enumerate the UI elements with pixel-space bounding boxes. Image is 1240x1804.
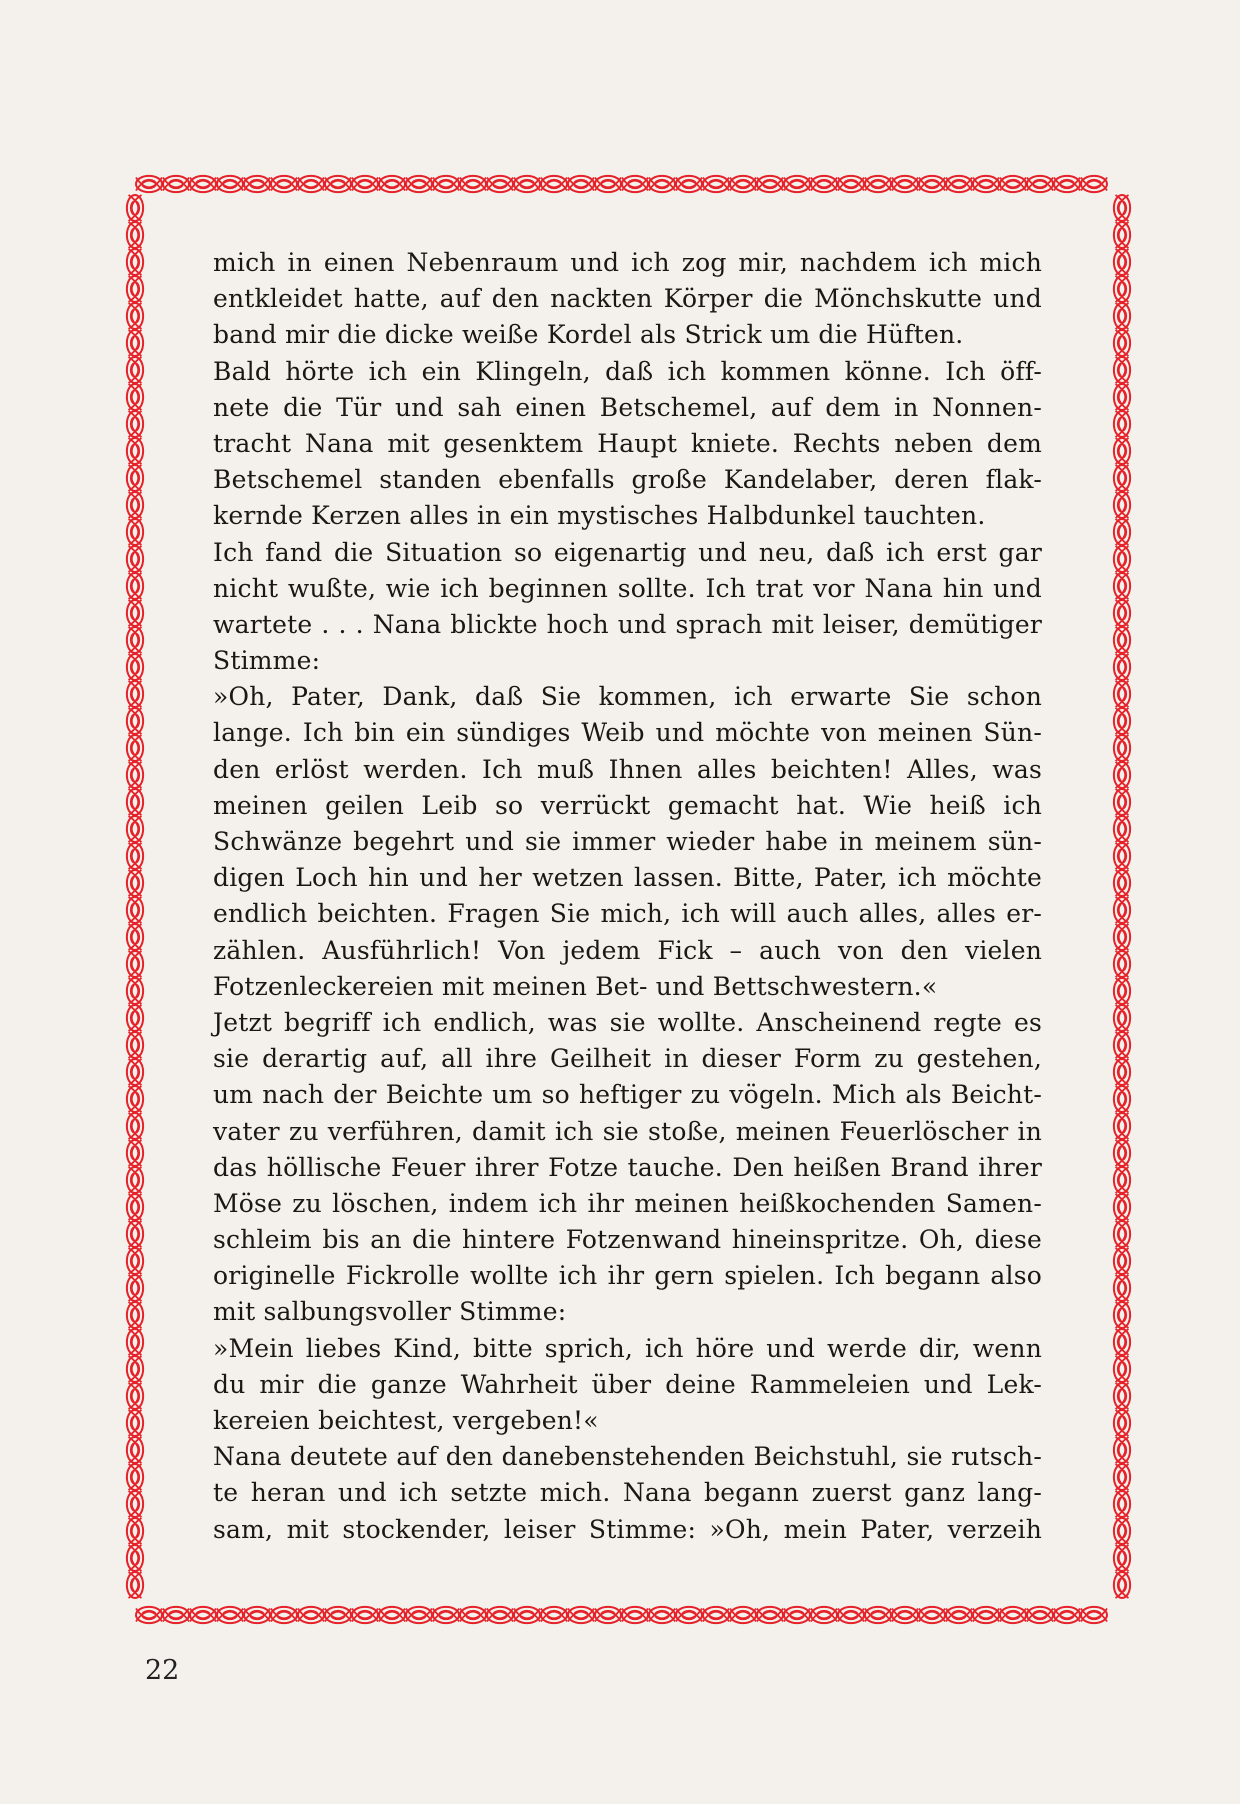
border-link: [1114, 222, 1130, 248]
border-link: [649, 176, 675, 192]
border-link: [919, 176, 945, 192]
border-link: [136, 1607, 162, 1623]
border-link: [649, 1607, 675, 1623]
border-link: [1114, 1302, 1130, 1328]
border-link: [217, 1607, 243, 1623]
border-link: [1114, 573, 1130, 599]
border-link: [127, 924, 143, 950]
border-link: [127, 1167, 143, 1193]
border-link: [127, 546, 143, 572]
border-link: [127, 1005, 143, 1031]
border-link: [865, 1607, 891, 1623]
border-link: [271, 176, 297, 192]
border-link: [1114, 681, 1130, 707]
border-link: [127, 789, 143, 815]
border-link: [1114, 708, 1130, 734]
border-link: [127, 1572, 143, 1598]
border-link: [127, 465, 143, 491]
border-link: [1114, 1113, 1130, 1139]
border-link: [1114, 816, 1130, 842]
text-line: Möse zu löschen, indem ich ihr meinen heißkochenden Samen-: [213, 1188, 1042, 1218]
text-line: nicht wußte, wie ich beginnen sollte. Ich trat vor Nana hin und: [213, 573, 1042, 603]
border-link: [622, 1607, 648, 1623]
border-link: [127, 1464, 143, 1490]
border-link: [1114, 249, 1130, 275]
border-link: [676, 176, 702, 192]
border-link: [136, 176, 162, 192]
border-link: [1114, 195, 1130, 221]
text-line: tracht Nana mit gesenktem Haupt kniete. Rechts neben dem: [213, 428, 1042, 458]
border-link: [163, 1607, 189, 1623]
border-link: [1114, 1059, 1130, 1085]
border-link: [352, 176, 378, 192]
text-line: den erlöst werden. Ich muß Ihnen alles beichten! Alles, was: [213, 754, 1042, 784]
text-line: sam, mit stockender, leiser Stimme: »Oh, mein Pater, verzeih: [213, 1514, 1042, 1544]
border-link: [217, 176, 243, 192]
border-link: [1114, 1383, 1130, 1409]
border-link: [1114, 735, 1130, 761]
border-link: [298, 176, 324, 192]
text-line: um nach der Beichte um so heftiger zu vögeln. Mich als Beicht-: [213, 1080, 1042, 1110]
border-link: [127, 276, 143, 302]
text-line: Bald hörte ich ein Klingeln, daß ich kommen könne. Ich öff-: [213, 356, 1042, 386]
border-link: [1114, 924, 1130, 950]
border-link: [811, 1607, 837, 1623]
border-link: [838, 176, 864, 192]
border-link: [298, 1607, 324, 1623]
border-link: [163, 176, 189, 192]
border-link: [127, 897, 143, 923]
border-link: [127, 1275, 143, 1301]
border-link: [127, 492, 143, 518]
border-link: [946, 176, 972, 192]
border-link: [1114, 1005, 1130, 1031]
border-link: [1114, 1491, 1130, 1517]
text-line: endlich beichten. Fragen Sie mich, ich will auch alles, alles er-: [213, 899, 1042, 929]
border-link: [487, 1607, 513, 1623]
border-link: [1114, 1086, 1130, 1112]
border-link: [406, 176, 432, 192]
border-link: [406, 1607, 432, 1623]
border-link: [127, 1545, 143, 1571]
border-link: [1081, 176, 1107, 192]
border-link: [1114, 978, 1130, 1004]
border-link: [1114, 843, 1130, 869]
border-link: [127, 1518, 143, 1544]
border-link: [1114, 438, 1130, 464]
border-link: [127, 1059, 143, 1085]
border-link: [433, 1607, 459, 1623]
border-link: [127, 1032, 143, 1058]
border-link: [127, 438, 143, 464]
border-link: [1114, 465, 1130, 491]
border-link: [1027, 176, 1053, 192]
text-line: kereien beichtest, vergeben!«: [213, 1406, 599, 1435]
border-link: [1114, 1329, 1130, 1355]
border-link: [541, 1607, 567, 1623]
border-link: [1114, 1275, 1130, 1301]
border-link: [1114, 897, 1130, 923]
border-link: [1114, 1518, 1130, 1544]
border-link: [127, 951, 143, 977]
border-link: [838, 1607, 864, 1623]
text-line: »Oh, Pater, Dank, daß Sie kommen, ich erwarte Sie schon: [213, 682, 1042, 712]
border-link: [127, 1221, 143, 1247]
border-link: [892, 176, 918, 192]
border-link: [1114, 1167, 1130, 1193]
border-link: [703, 1607, 729, 1623]
border-link: [514, 176, 540, 192]
border-link: [1114, 1356, 1130, 1382]
border-link: [1114, 411, 1130, 437]
text-line: te heran und ich setzte mich. Nana begann zuerst ganz lang-: [213, 1478, 1042, 1508]
border-link: [127, 1194, 143, 1220]
border-link: [127, 303, 143, 329]
border-link: [487, 176, 513, 192]
border-link: [127, 1113, 143, 1139]
border-link: [127, 1356, 143, 1382]
border-link: [568, 1607, 594, 1623]
text-line: lange. Ich bin ein sündiges Weib und möchte von meinen Sün-: [213, 718, 1042, 748]
border-link: [1114, 1221, 1130, 1247]
border-link: [127, 384, 143, 410]
border-link: [1027, 1607, 1053, 1623]
border-link: [379, 1607, 405, 1623]
border-link: [127, 600, 143, 626]
border-link: [127, 1329, 143, 1355]
text-line: Fotzenleckereien mit meinen Bet- und Bettschwestern.«: [213, 971, 938, 1001]
border-link: [127, 1086, 143, 1112]
border-link: [1114, 654, 1130, 680]
border-link: [127, 843, 143, 869]
border-link: [784, 176, 810, 192]
border-link: [1114, 870, 1130, 896]
text-line: zählen. Ausführlich! Von jedem Fick – auch von den vielen: [213, 935, 1042, 965]
border-link: [127, 330, 143, 356]
border-link: [730, 1607, 756, 1623]
border-link: [244, 1607, 270, 1623]
border-link: [568, 176, 594, 192]
border-link: [973, 1607, 999, 1623]
text-line: schleim bis an die hintere Fotzenwand hineinspritze. Oh, diese: [213, 1225, 1042, 1255]
border-link: [1114, 1437, 1130, 1463]
text-line: digen Loch hin und her wetzen lassen. Bitte, Pater, ich möchte: [213, 863, 1042, 893]
border-link: [127, 1140, 143, 1166]
border-link: [1114, 519, 1130, 545]
text-line: du mir die ganze Wahrheit über deine Rammeleien und Lek-: [213, 1369, 1042, 1399]
border-link: [1114, 384, 1130, 410]
border-link: [460, 1607, 486, 1623]
border-link: [1114, 546, 1130, 572]
border-link: [1114, 276, 1130, 302]
border-link: [1114, 789, 1130, 815]
border-link: [1000, 1607, 1026, 1623]
border-link: [703, 176, 729, 192]
border-link: [127, 411, 143, 437]
border-link: [1000, 176, 1026, 192]
border-link: [946, 1607, 972, 1623]
text-line: das höllische Feuer ihrer Fotze tauche. Den heißen Brand ihrer: [213, 1152, 1042, 1182]
border-link: [127, 1410, 143, 1436]
border-link: [127, 249, 143, 275]
border-link: [892, 1607, 918, 1623]
border-link: [1114, 1140, 1130, 1166]
text-line: Jetzt begriff ich endlich, was sie wollte. Anscheinend regte es: [213, 1007, 1042, 1037]
text-line: meinen geilen Leib so verrückt gemacht hat. Wie heiß ich: [213, 790, 1042, 820]
border-link: [190, 1607, 216, 1623]
border-link: [460, 176, 486, 192]
border-link: [127, 654, 143, 680]
text-line: entkleidet hatte, auf den nackten Körper die Mönchskutte und: [213, 284, 1042, 314]
border-link: [127, 735, 143, 761]
border-link: [1054, 1607, 1080, 1623]
border-link: [1114, 1032, 1130, 1058]
border-link: [1114, 1545, 1130, 1571]
text-line: nete die Tür und sah einen Betschemel, auf dem in Nonnen-: [213, 392, 1042, 422]
border-link: [676, 1607, 702, 1623]
border-link: [1114, 330, 1130, 356]
border-link: [541, 176, 567, 192]
border-link: [127, 1491, 143, 1517]
border-link: [190, 176, 216, 192]
border-link: [325, 176, 351, 192]
border-link: [1114, 762, 1130, 788]
border-link: [127, 1248, 143, 1274]
text-line: kernde Kerzen alles in ein mystisches Halbdunkel tauchten.: [213, 501, 986, 531]
border-link: [244, 176, 270, 192]
border-link: [865, 176, 891, 192]
border-link: [127, 816, 143, 842]
text-line: Betschemel standen ebenfalls große Kandelaber, deren flak-: [213, 465, 1042, 495]
border-link: [622, 176, 648, 192]
border-link: [1081, 1607, 1107, 1623]
text-line: band mir die dicke weiße Kordel als Strick um die Hüften.: [213, 320, 964, 350]
border-link: [730, 176, 756, 192]
border-link: [127, 1383, 143, 1409]
text-line: Schwänze begehrt und sie immer wieder habe in meinem sün-: [213, 827, 1042, 856]
border-link: [1054, 176, 1080, 192]
text-line: originelle Fickrolle wollte ich ihr gern spielen. Ich begann also: [213, 1261, 1042, 1291]
border-link: [271, 1607, 297, 1623]
text-line: mit salbungsvoller Stimme:: [213, 1297, 567, 1327]
border-link: [127, 573, 143, 599]
border-link: [127, 357, 143, 383]
border-link: [127, 978, 143, 1004]
border-link: [1114, 600, 1130, 626]
border-link: [1114, 951, 1130, 977]
border-link: [127, 681, 143, 707]
border-link: [757, 176, 783, 192]
border-link: [514, 1607, 540, 1623]
body-text: [213, 245, 1042, 1548]
border-link: [1114, 1464, 1130, 1490]
border-link: [127, 519, 143, 545]
border-link: [433, 176, 459, 192]
text-line: »Mein liebes Kind, bitte sprich, ich höre und werde dir, wenn: [213, 1333, 1042, 1363]
border-link: [325, 1607, 351, 1623]
border-link: [595, 176, 621, 192]
border-link: [1114, 1410, 1130, 1436]
border-link: [127, 195, 143, 221]
border-link: [127, 222, 143, 248]
border-link: [379, 176, 405, 192]
border-link: [127, 708, 143, 734]
border-link: [784, 1607, 810, 1623]
border-link: [1114, 1248, 1130, 1274]
border-link: [973, 176, 999, 192]
border-link: [127, 1437, 143, 1463]
page-number: 22: [145, 1655, 180, 1686]
border-link: [1114, 357, 1130, 383]
border-link: [352, 1607, 378, 1623]
border-link: [1114, 627, 1130, 653]
text-line: Nana deutete auf den danebenstehenden Beichstuhl, sie rutsch-: [213, 1442, 1042, 1472]
border-link: [757, 1607, 783, 1623]
border-link: [1114, 303, 1130, 329]
border-link: [127, 762, 143, 788]
text-line: sie derartig auf, all ihre Geilheit in dieser Form zu gestehen,: [213, 1044, 1042, 1074]
border-link: [595, 1607, 621, 1623]
border-link: [1114, 492, 1130, 518]
border-link: [811, 176, 837, 192]
text-line: Ich fand die Situation so eigenartig und neu, daß ich erst gar: [213, 537, 1042, 567]
border-link: [127, 627, 143, 653]
text-line: wartete . . . Nana blickte hoch und sprach mit leiser, demütiger: [213, 609, 1042, 639]
border-link: [1114, 1194, 1130, 1220]
text-line: mich in einen Nebenraum und ich zog mir, nachdem ich mich: [213, 248, 1042, 277]
border-link: [1114, 1572, 1130, 1598]
text-line: Stimme:: [213, 646, 321, 676]
border-link: [127, 870, 143, 896]
text-line: vater zu verführen, damit ich sie stoße, meinen Feuerlöscher in: [213, 1116, 1042, 1146]
border-link: [127, 1302, 143, 1328]
border-link: [919, 1607, 945, 1623]
